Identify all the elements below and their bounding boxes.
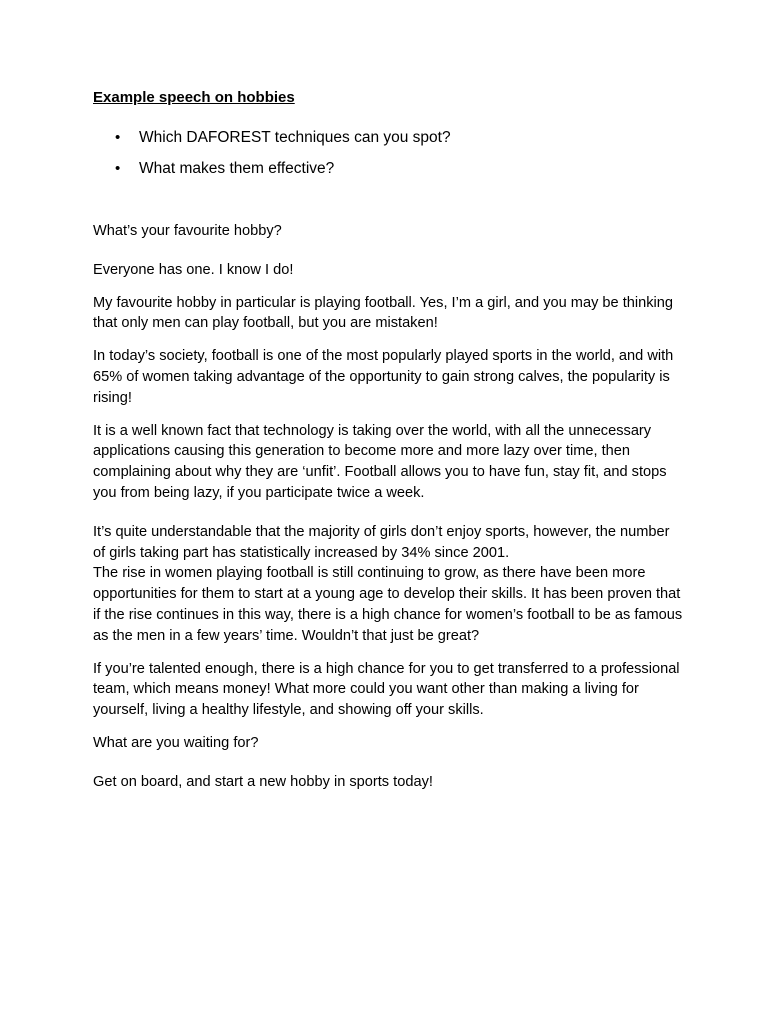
question-list xyxy=(93,128,683,179)
bullet-icon: • xyxy=(115,129,121,146)
paragraph-closing: Get on board, and start a new hobby in sports today! xyxy=(93,773,433,790)
paragraph-rise: The rise in women playing football is still continuing to grow, as there have been more opportunities for them to start at a young age to develop their skills. It has been proven that if the rise continues in this way, there is a high chance for women’s football to be as famous as the men in a few years’ time. Wouldn’t that just be great? xyxy=(93,565,683,644)
paragraph-everyone: Everyone has one. I know I do! xyxy=(93,261,294,278)
question-item xyxy=(93,128,683,148)
paragraph-girls-sports: It’s quite understandable that the majority of girls don’t enjoy sports, however, the number of girls taking part has statistically increased by 34% since 2001. xyxy=(93,523,670,561)
question-text: What makes them effective? xyxy=(139,160,335,177)
paragraph-society: In today’s society, football is one of the most popularly played sports in the world, and with 65% of women taking advantage of the opportunity to gain strong calves, the popularity is rising! xyxy=(93,348,674,406)
question-text: Which DAFOREST techniques can you spot? xyxy=(139,129,451,146)
paragraph-favourite-hobby: My favourite hobby in particular is playing football. Yes, I’m a girl, and you may be thinking that only men can play football, but you are mistaken! xyxy=(93,294,674,332)
document-body xyxy=(93,88,683,805)
paragraph-talented: If you’re talented enough, there is a high chance for you to get transferred to a professional team, which means money! What more could you want other than making a living for yourself, living a healthy lifestyle, and showing off your skills. xyxy=(93,660,680,719)
bullet-icon: • xyxy=(115,160,121,177)
paragraph-opening-question: What’s your favourite hobby? xyxy=(93,223,282,239)
question-item xyxy=(93,159,683,179)
paragraph-waiting: What are you waiting for? xyxy=(93,734,259,751)
document-title: Example speech on hobbies xyxy=(93,89,295,106)
paragraph-technology: It is a well known fact that technology is taking over the world, with all the unnecessary applications causing this generation to become more and more lazy over time, then complaining about why they are ‘unfit’. Football allows you to have fun, stay fit, and stops you from being lazy, if you participate twice a week. xyxy=(93,422,667,501)
